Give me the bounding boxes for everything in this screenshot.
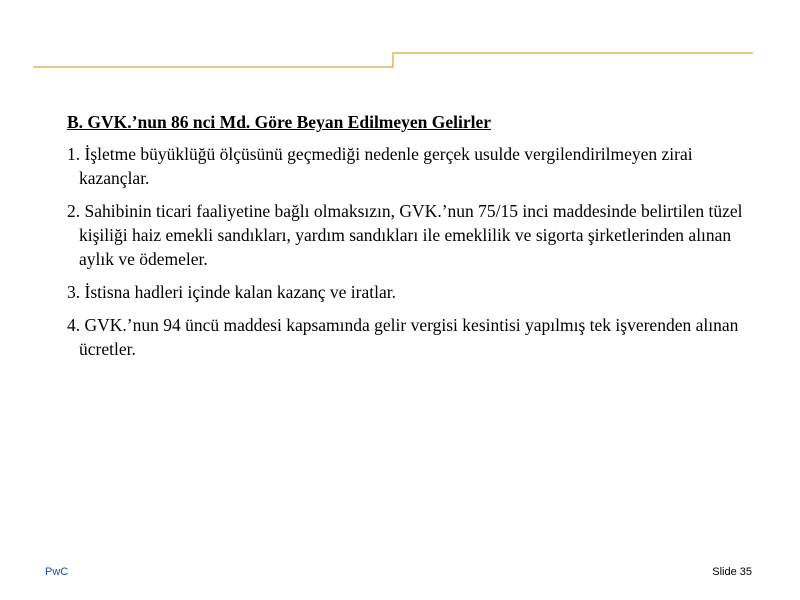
slide-number: Slide 35 [712, 566, 752, 578]
slide-heading: B. GVK.’nun 86 nci Md. Göre Beyan Edilmeyen Gelirler [67, 112, 492, 132]
header-divider-line [0, 0, 800, 80]
list-item-1: 1. İşletme büyüklüğü ölçüsünü geçmediği nedenle gerçek usulde vergilendirilmeyen zirai kazançlar. [67, 144, 693, 188]
slide-body [67, 110, 767, 370]
list-item-2: 2. Sahibinin ticari faaliyetine bağlı olmaksızın, GVK.’nun 75/15 inci maddesinde belirtilen tüzel kişiliği haiz emekli sandıkları, yardım sandıkları ile emeklilik ve sigorta şirketlerinden alınan aylık ve ödemeler. [67, 201, 743, 269]
footer-brand: PwC [45, 566, 69, 578]
list-item-4: 4. GVK.’nun 94 üncü maddesi kapsamında gelir vergisi kesintisi yapılmış tek işverenden alınan ücretler. [67, 315, 739, 359]
list-item-3: 3. İstisna hadleri içinde kalan kazanç ve iratlar. [67, 282, 396, 302]
